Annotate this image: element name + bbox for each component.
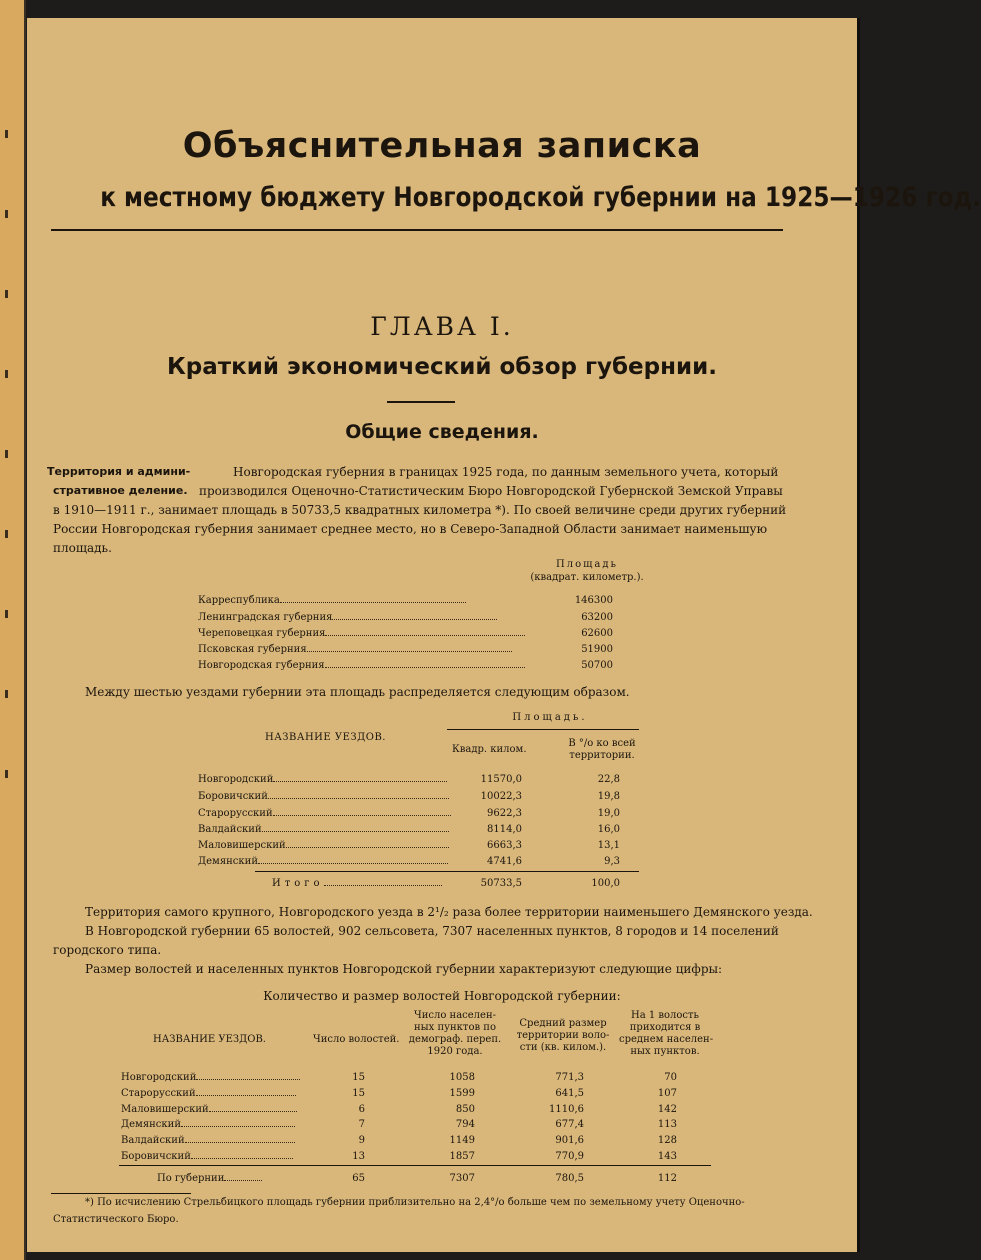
paragraph-line: Размер волостей и населенных пунктов Новгородской губернии характеризуют следующие цифры:	[85, 962, 723, 976]
header-line: 1920 года.	[427, 1046, 483, 1057]
row-name: Новгородская губерния	[198, 660, 325, 671]
row-name: Боровичский	[121, 1151, 191, 1162]
row-pts: 1058	[449, 1072, 475, 1083]
table3-per-header	[619, 1010, 714, 1058]
binding-mark	[5, 770, 8, 778]
row-name: Маловишерский	[198, 840, 286, 851]
sidenote-line-2: стративное деление.	[53, 484, 188, 497]
row-pct: 19,8	[597, 791, 620, 802]
row-value: 62600	[581, 628, 613, 639]
row-name: Череповецкая губерния	[198, 628, 326, 639]
table2-total-rule	[255, 871, 639, 872]
table3-size-header	[513, 1018, 613, 1054]
total-area: 50733,5	[480, 878, 522, 889]
row-name: Ленинградская губерния	[198, 612, 333, 623]
table3-pts-header	[405, 1010, 505, 1058]
paragraph-line: городского типа.	[53, 943, 162, 957]
table-row	[121, 1088, 296, 1099]
row-name: Псковская губерния	[198, 644, 307, 655]
table-row	[121, 1104, 297, 1115]
total-row	[272, 878, 442, 889]
row-value: 51900	[581, 644, 613, 655]
row-vol: 7	[358, 1119, 365, 1130]
header-line: территории воло-	[516, 1030, 610, 1041]
paragraph-line: России Новгородская губерния занимает среднее место, но в Северо-Западной Области занимает наименьшую	[53, 522, 768, 536]
row-area: 4741,6	[487, 856, 522, 867]
table-row	[198, 644, 512, 655]
binding-mark	[5, 450, 8, 458]
row-area: 9622,3	[487, 808, 522, 819]
paragraph-line: площадь.	[53, 541, 112, 555]
binding-mark	[5, 610, 8, 618]
row-value: 146300	[574, 595, 613, 606]
row-pct: 16,0	[597, 824, 620, 835]
chapter-number: ГЛАВА I.	[370, 312, 514, 341]
paragraph-line: В Новгородской губернии 65 волостей, 902 сельсовета, 7307 населенных пунктов, 8 городов и 14 поселений	[85, 924, 779, 938]
row-pct: 13,1	[597, 840, 620, 851]
row-name: Валдайский	[121, 1135, 185, 1146]
row-vol: 9	[358, 1135, 365, 1146]
total-vol: 65	[352, 1173, 365, 1184]
table3-name-header: НАЗВАНИЕ УЕЗДОВ.	[153, 1034, 266, 1045]
row-per: 70	[664, 1072, 677, 1083]
row-pts: 1149	[449, 1135, 475, 1146]
document-title: Объяснительная записка	[182, 126, 702, 166]
table3-caption: Количество и размер волостей Новгородской губернии:	[263, 989, 621, 1003]
row-name: Демянский	[198, 856, 258, 867]
binding-edge	[0, 0, 26, 1260]
row-size: 901,6	[555, 1135, 584, 1146]
table3-vol-header: Число волостей.	[313, 1034, 400, 1045]
title-underline	[51, 229, 783, 231]
table-row	[198, 660, 525, 671]
paragraph-line: производился Оценочно-Статистическим Бюро Новгородской Губернской Земской Управы	[199, 484, 783, 498]
header-line: ных пунктов.	[630, 1046, 700, 1057]
row-area: 8114,0	[487, 824, 522, 835]
binding-mark	[5, 210, 8, 218]
row-area: 10022,3	[480, 791, 522, 802]
row-pct: 19,0	[597, 808, 620, 819]
row-size: 641,5	[555, 1088, 584, 1099]
row-per: 107	[657, 1088, 677, 1099]
row-name: Валдайский	[198, 824, 262, 835]
total-per: 112	[657, 1173, 677, 1184]
row-per: 128	[657, 1135, 677, 1146]
row-name: Демянский	[121, 1119, 181, 1130]
row-pts: 850	[455, 1104, 475, 1115]
document-subtitle: к местному бюджету Новгородской губернии на 1925—1926 год.	[100, 182, 981, 213]
row-size: 770,9	[555, 1151, 584, 1162]
paragraph-line: Территория самого крупного, Новгородского уезда в 2¹/₂ раза более территории наименьшего Демянского уезда.	[85, 905, 813, 919]
row-name: Маловишерский	[121, 1104, 209, 1115]
table-row	[198, 628, 525, 639]
header-line: ных пунктов по	[414, 1022, 496, 1033]
table-row	[121, 1072, 300, 1083]
footnote-line: Статистического Бюро.	[53, 1214, 179, 1225]
section-title: Общие сведения.	[345, 421, 539, 443]
row-pts: 794	[455, 1119, 475, 1130]
row-pts: 1599	[449, 1088, 475, 1099]
chapter-title: Краткий экономический обзор губернии.	[167, 354, 717, 380]
table3-total-rule	[119, 1165, 711, 1166]
total-label: Итого	[272, 878, 324, 889]
sidenote-line-1: Территория и админи-	[47, 465, 191, 478]
row-vol: 13	[352, 1151, 365, 1162]
row-name: Боровичский	[198, 791, 268, 802]
table-row	[198, 840, 449, 851]
table-row	[121, 1135, 295, 1146]
row-area: 11570,0	[480, 774, 522, 785]
binding-mark	[5, 690, 8, 698]
row-pct: 22,8	[597, 774, 620, 785]
header-line: демограф. переп.	[408, 1034, 502, 1045]
header-line: среднем населен-	[619, 1034, 714, 1045]
table1-header-unit: (квадрат. километр.).	[530, 572, 644, 583]
row-vol: 6	[358, 1104, 365, 1115]
table2-name-header: НАЗВАНИЕ УЕЗДОВ.	[265, 732, 386, 743]
table1-header: Площадь	[556, 559, 618, 570]
row-name: Старорусский	[198, 808, 273, 819]
table-row	[198, 856, 448, 867]
paragraph-line: в 1910—1911 г., занимает площадь в 50733,5 квадратных километра *). По своей величине среди других губерний	[53, 503, 787, 517]
row-size: 771,3	[555, 1072, 584, 1083]
binding-mark	[5, 290, 8, 298]
header-line: приходится в	[629, 1022, 701, 1033]
row-value: 50700	[581, 660, 613, 671]
footnote-rule	[51, 1193, 191, 1194]
table2-area-header: Квадр. килом.	[452, 744, 527, 755]
row-pts: 1857	[449, 1151, 475, 1162]
row-per: 113	[657, 1119, 677, 1130]
row-name: Карреспублика	[198, 595, 280, 606]
table-row	[198, 595, 466, 606]
table-row	[121, 1119, 295, 1130]
row-name: Новгородский	[198, 774, 274, 785]
paragraph-line: Между шестью уездами губернии эта площадь распределяется следующим образом.	[85, 685, 630, 699]
table2-brace	[447, 729, 639, 730]
table-row	[121, 1151, 293, 1162]
chapter-divider	[387, 401, 455, 403]
row-vol: 15	[352, 1072, 365, 1083]
footnote-line: *) По исчислению Стрельбицкого площадь губернии приблизительно на 2,4°/о больше чем по земельному учету Оценочно-	[85, 1197, 745, 1208]
paragraph-line: Новгородская губерния в границах 1925 года, по данным земельного учета, который	[233, 465, 779, 479]
table2-pct-header: В °/о ко всей	[568, 738, 636, 749]
total-row	[157, 1173, 262, 1184]
table-row	[198, 808, 451, 819]
row-value: 63200	[581, 612, 613, 623]
table2-group-header: Площадь.	[512, 712, 588, 723]
row-name: Старорусский	[121, 1088, 196, 1099]
header-line: На 1 волость	[630, 1010, 699, 1021]
row-area: 6663,3	[487, 840, 522, 851]
total-pts: 7307	[449, 1173, 475, 1184]
header-line: Средний размер	[519, 1018, 607, 1029]
total-label: По губернии	[157, 1173, 225, 1184]
document-page	[27, 18, 981, 1252]
row-per: 142	[657, 1104, 677, 1115]
row-name: Новгородский	[121, 1072, 197, 1083]
binding-mark	[5, 130, 8, 138]
table2-pct-header: территории.	[569, 750, 635, 761]
row-size: 1110,6	[549, 1104, 584, 1115]
binding-mark	[5, 370, 8, 378]
row-size: 677,4	[555, 1119, 584, 1130]
header-line: сти (кв. килом.).	[519, 1042, 607, 1053]
header-line: Число населен-	[413, 1010, 496, 1021]
table-row	[198, 791, 449, 802]
table-row	[198, 612, 497, 623]
total-size: 780,5	[555, 1173, 584, 1184]
table-row	[198, 824, 449, 835]
row-per: 143	[657, 1151, 677, 1162]
row-pct: 9,3	[604, 856, 620, 867]
row-vol: 15	[352, 1088, 365, 1099]
total-pct: 100,0	[591, 878, 620, 889]
table-row	[198, 774, 447, 785]
binding-mark	[5, 530, 8, 538]
